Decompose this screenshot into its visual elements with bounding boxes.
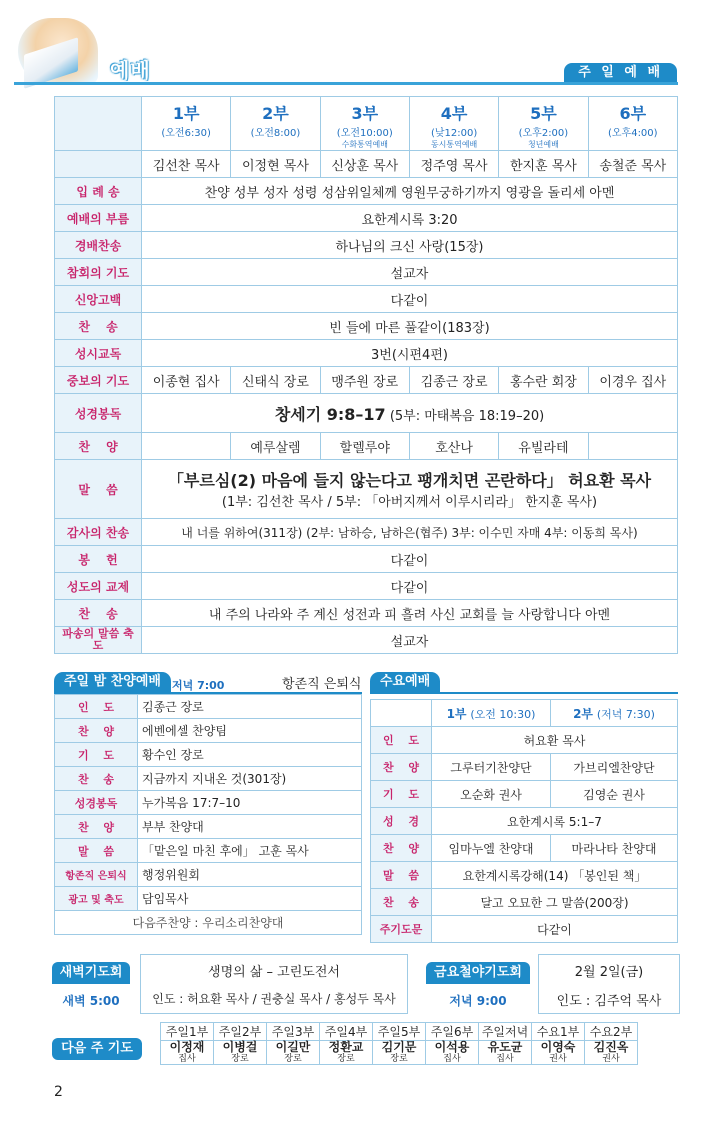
order-label: 감사의 찬송 — [55, 519, 142, 546]
night-label: 찬 양 — [55, 815, 138, 839]
wed-label: 찬 양 — [371, 754, 432, 781]
intercessor: 홍수란 회장 — [499, 367, 588, 394]
pastor-row — [55, 151, 678, 178]
sermon-row — [55, 460, 678, 519]
slot-when: 주일6부 — [426, 1023, 479, 1041]
slot-when: 주일1부 — [161, 1023, 214, 1041]
order-label: 성도의 교제 — [55, 573, 142, 600]
dawn-time: 새벽 5:00 — [62, 994, 120, 1008]
night-row — [55, 719, 362, 743]
slot-when: 주일3부 — [267, 1023, 320, 1041]
slot-when: 수요1부 — [532, 1023, 585, 1041]
night-value: 김종근 장로 — [138, 695, 362, 719]
wed-table — [370, 699, 678, 943]
night-label: 광고 및 축도 — [55, 887, 138, 911]
wed-row — [371, 862, 678, 889]
service-2: 2부 (오전8:00) — [231, 97, 320, 151]
night-value: 「맡은일 마친 후에」 고훈 목사 — [138, 839, 362, 863]
friday-line1: 2월 2일(금) — [574, 965, 644, 980]
slot-person: 이정재 집사 — [161, 1041, 214, 1065]
order-value: 다같이 — [142, 573, 678, 600]
wed-row — [371, 808, 678, 835]
slot-when: 주일5부 — [373, 1023, 426, 1041]
order-value: 찬양 성부 성자 성령 성삼위일체께 영원무궁하기까지 영광을 돌리세 아멘 — [142, 178, 678, 205]
service-6: 6부 (오후4:00) — [588, 97, 677, 151]
night-value: 담임목사 — [138, 887, 362, 911]
wed-value: 그루터기찬양단 — [432, 754, 551, 781]
order-row — [55, 313, 678, 340]
night-value: 부부 찬양대 — [138, 815, 362, 839]
friday-line2: 인도 : 김주억 목사 — [556, 994, 662, 1009]
night-row — [55, 791, 362, 815]
scripture-main: 창세기 9:8–17 — [274, 404, 386, 424]
page-number: 2 — [54, 1084, 63, 1100]
order-label: 찬 양 — [55, 433, 142, 460]
night-table — [54, 694, 362, 935]
pastor-name: 이정현 목사 — [231, 151, 320, 178]
night-row — [55, 815, 362, 839]
order-label: 말 씀 — [55, 460, 142, 519]
service-3: 3부 (오전10:00) 수화통역예배 — [320, 97, 409, 151]
slot-person: 유도균 집사 — [479, 1041, 532, 1065]
order-value: 설교자 — [142, 627, 678, 654]
order-label: 입 례 송 — [55, 178, 142, 205]
wed-value: 김영순 권사 — [551, 781, 678, 808]
choir — [588, 433, 677, 460]
wed-service-2: 2부 (저녁 7:30) — [551, 700, 678, 727]
wed-row — [371, 754, 678, 781]
order-value: 하나님의 크신 사랑(15장) — [142, 232, 678, 259]
wed-rule — [370, 692, 678, 694]
intercessor: 이경우 집사 — [588, 367, 677, 394]
choir-row — [55, 433, 678, 460]
wed-value: 오순화 권사 — [432, 781, 551, 808]
sermon-sub: (1부: 김선찬 목사 / 5부: 「아버지께서 이루시리라」 한지훈 목사) — [221, 495, 598, 510]
night-label: 찬 양 — [55, 719, 138, 743]
order-value: 내 주의 나라와 주 계신 성전과 피 흘려 사신 교회를 늘 사랑합니다 아멘 — [142, 600, 678, 627]
service-1: 1부 (오전6:30) — [142, 97, 231, 151]
praying-hands-icon — [18, 18, 98, 84]
page-header — [0, 0, 715, 90]
order-value: 설교자 — [142, 259, 678, 286]
order-label: 봉 헌 — [55, 546, 142, 573]
slot-person: 이병걸 장로 — [214, 1041, 267, 1065]
wed-value: 마라나타 찬양대 — [551, 835, 678, 862]
order-row — [55, 232, 678, 259]
night-value: 황수인 장로 — [138, 743, 362, 767]
wed-value: 임마누엘 찬양대 — [432, 835, 551, 862]
wed-label: 성 경 — [371, 808, 432, 835]
section-title: 예배 — [110, 58, 151, 82]
night-label: 성경봉독 — [55, 791, 138, 815]
intercessor: 신태식 장로 — [231, 367, 320, 394]
order-row — [55, 178, 678, 205]
night-value: 행정위원회 — [138, 863, 362, 887]
night-value: 지금까지 지내온 것(301장) — [138, 767, 362, 791]
friday-time: 저녁 9:00 — [449, 994, 507, 1008]
order-label: 성경봉독 — [55, 394, 142, 433]
dawn-title: 새벽기도회 — [52, 962, 130, 984]
order-value: 내 너를 위하여(311장) (2부: 남하승, 남하은(협주) 3부: 이수민 자매 4부: 이동희 목사) — [142, 519, 678, 546]
pastor-name: 정주영 목사 — [409, 151, 498, 178]
order-row — [55, 340, 678, 367]
slot-when: 주일저녁 — [479, 1023, 532, 1041]
wed-row — [371, 781, 678, 808]
night-label: 항존직 은퇴식 — [55, 863, 138, 887]
order-value: 요한계시록 3:20 — [142, 205, 678, 232]
order-label: 파송의 말씀 축 도 — [55, 627, 142, 654]
order-value: 빈 들에 마른 풀같이(183장) — [142, 313, 678, 340]
slot-person: 김진옥 권사 — [585, 1041, 638, 1065]
wed-row — [371, 916, 678, 943]
slot-when: 수요2부 — [585, 1023, 638, 1041]
pastor-name: 송철준 목사 — [588, 151, 677, 178]
sermon-title: 「부르심(2) 마음에 들지 않는다고 팽개치면 곤란하다」 허요환 목사 — [167, 471, 652, 490]
night-value: 에벤에셀 찬양팀 — [138, 719, 362, 743]
sunday-worship-tag: 주 일 예 배 — [564, 63, 677, 83]
service-5: 5부 (오후2:00) 청년예배 — [499, 97, 588, 151]
sermon-value — [142, 460, 678, 519]
choir: 예루살렘 — [231, 433, 320, 460]
scripture-row — [55, 394, 678, 433]
order-value: 다같이 — [142, 286, 678, 313]
night-row — [55, 887, 362, 911]
slot-when: 주일4부 — [320, 1023, 373, 1041]
night-row — [55, 695, 362, 719]
corner-cell — [55, 97, 142, 151]
night-row — [55, 767, 362, 791]
night-footer: 다음주찬양 : 우리소리찬양대 — [55, 911, 362, 935]
next-prayer-slots — [161, 1023, 638, 1041]
pastor-name: 한지훈 목사 — [499, 151, 588, 178]
wed-value: 다같이 — [432, 916, 678, 943]
slot-person: 이석용 집사 — [426, 1041, 479, 1065]
order-value: 3번(시편4편) — [142, 340, 678, 367]
order-row — [55, 546, 678, 573]
night-title: 주일 밤 찬양예배 — [54, 672, 171, 692]
intercessor: 김종근 장로 — [409, 367, 498, 394]
wed-label: 찬 송 — [371, 889, 432, 916]
choir: 호산나 — [409, 433, 498, 460]
wed-value: 가브리엘찬양단 — [551, 754, 678, 781]
scripture-sub: (5부: 마태복음 18:19–20) — [389, 408, 545, 424]
order-label: 참회의 기도 — [55, 259, 142, 286]
order-label: 예배의 부름 — [55, 205, 142, 232]
friday-title: 금요철야기도회 — [426, 962, 530, 984]
slot-person: 정환교 장로 — [320, 1041, 373, 1065]
order-label: 중보의 기도 — [55, 367, 142, 394]
dawn-line1: 생명의 삶 – 고린도전서 — [208, 965, 340, 980]
night-note: 항존직 은퇴식 — [282, 677, 362, 692]
pastor-name: 신상훈 목사 — [320, 151, 409, 178]
order-row — [55, 627, 678, 654]
slot-person: 이영숙 권사 — [532, 1041, 585, 1065]
choir: 할렐루야 — [320, 433, 409, 460]
wed-label: 말 씀 — [371, 862, 432, 889]
friday-box — [538, 954, 680, 1014]
wed-row — [371, 889, 678, 916]
night-label: 인 도 — [55, 695, 138, 719]
intercession-row — [55, 367, 678, 394]
wed-value: 달고 오묘한 그 말씀(200장) — [432, 889, 678, 916]
order-label: 찬 송 — [55, 600, 142, 627]
slot-person: 김기문 장로 — [373, 1041, 426, 1065]
wed-row — [371, 835, 678, 862]
order-row — [55, 205, 678, 232]
intercessor: 이종현 집사 — [142, 367, 231, 394]
order-value: 다같이 — [142, 546, 678, 573]
wed-value: 요한계시록강해(14) 「봉인된 책」 — [432, 862, 678, 889]
night-time: 저녁 7:00 — [172, 679, 225, 692]
scripture-value — [142, 394, 678, 433]
dawn-line2: 인도 : 허요환 목사 / 권충실 목사 / 홍성두 목사 — [152, 992, 396, 1006]
night-label: 기 도 — [55, 743, 138, 767]
wed-label: 주기도문 — [371, 916, 432, 943]
next-prayer-people — [161, 1041, 638, 1065]
next-prayer-table — [160, 1022, 638, 1065]
pastor-name: 김선찬 목사 — [142, 151, 231, 178]
order-label: 성시교독 — [55, 340, 142, 367]
night-label: 찬 송 — [55, 767, 138, 791]
order-row — [55, 286, 678, 313]
wed-title: 수요예배 — [370, 672, 440, 692]
night-value: 누가복음 17:7–10 — [138, 791, 362, 815]
order-label: 신앙고백 — [55, 286, 142, 313]
order-label: 경배찬송 — [55, 232, 142, 259]
service-header-row — [55, 97, 678, 151]
order-row — [55, 573, 678, 600]
night-row — [55, 743, 362, 767]
wed-value: 허요환 목사 — [432, 727, 678, 754]
wed-service-1: 1부 (오전 10:30) — [432, 700, 551, 727]
intercessor: 맹주원 장로 — [320, 367, 409, 394]
night-row — [55, 839, 362, 863]
header-rule — [14, 82, 678, 85]
wed-value: 요한계시록 5:1–7 — [432, 808, 678, 835]
order-row — [55, 600, 678, 627]
slot-when: 주일2부 — [214, 1023, 267, 1041]
wed-label: 찬 양 — [371, 835, 432, 862]
next-prayer-title: 다음 주 기도 — [52, 1038, 142, 1060]
wed-label: 기 도 — [371, 781, 432, 808]
choir — [142, 433, 231, 460]
wed-row — [371, 727, 678, 754]
order-row — [55, 519, 678, 546]
night-footer-row — [55, 911, 362, 935]
dawn-box — [140, 954, 408, 1014]
wed-label: 인 도 — [371, 727, 432, 754]
wed-header-row — [371, 700, 678, 727]
order-row — [55, 259, 678, 286]
night-row — [55, 863, 362, 887]
sunday-order-table — [54, 96, 678, 654]
slot-person: 이길만 장로 — [267, 1041, 320, 1065]
order-label: 찬 송 — [55, 313, 142, 340]
choir: 유빌라테 — [499, 433, 588, 460]
corner-cell — [371, 700, 432, 727]
night-label: 말 씀 — [55, 839, 138, 863]
corner-cell — [55, 151, 142, 178]
service-4: 4부 (낮12:00) 동시통역예배 — [409, 97, 498, 151]
